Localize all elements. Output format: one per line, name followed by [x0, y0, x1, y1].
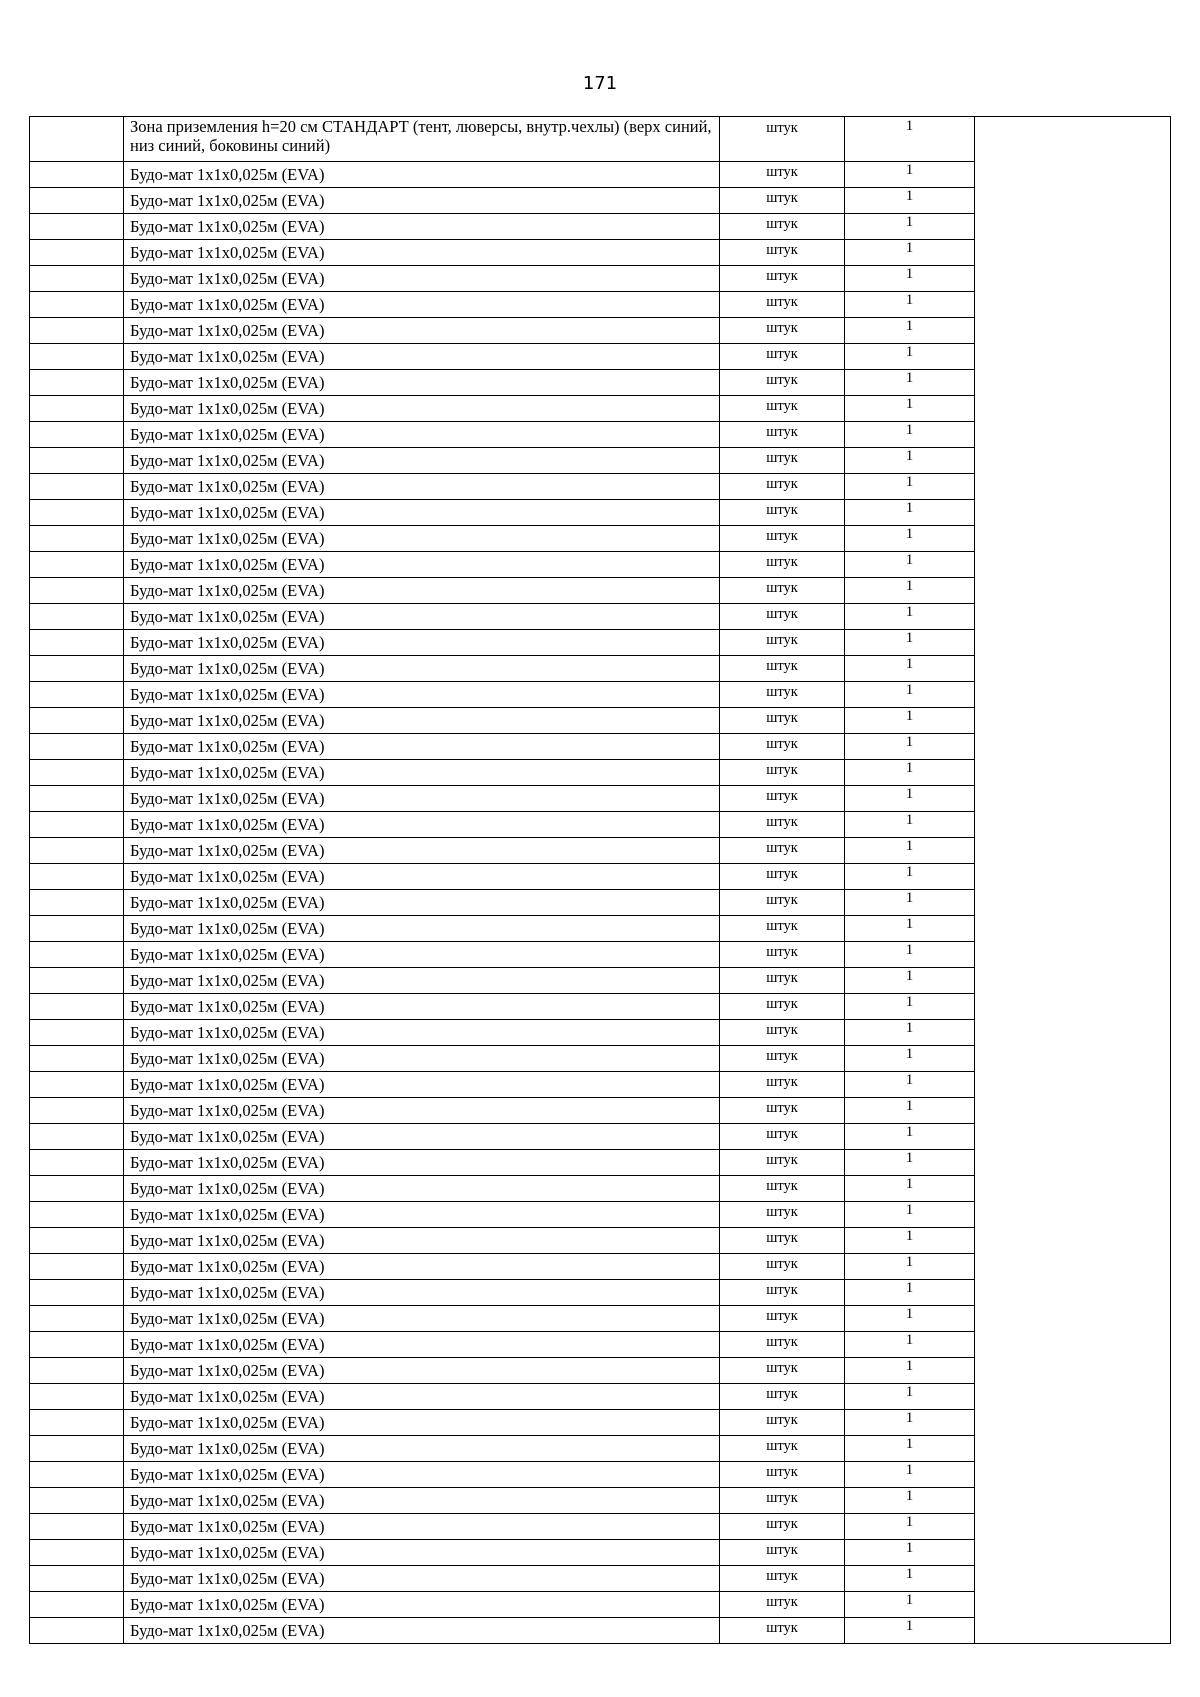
quantity-cell: 1: [845, 760, 975, 786]
row-number-cell: [30, 1514, 124, 1540]
unit-cell: штук: [720, 162, 845, 188]
row-number-cell: [30, 1150, 124, 1176]
quantity-cell: 1: [845, 1384, 975, 1410]
quantity-cell: 1: [845, 656, 975, 682]
item-name-cell: Будо-мат 1х1х0,025м (EVA): [124, 786, 720, 812]
quantity-cell: 1: [845, 370, 975, 396]
row-number-cell: [30, 266, 124, 292]
row-number-cell: [30, 214, 124, 240]
unit-cell: штук: [720, 630, 845, 656]
row-number-cell: [30, 1176, 124, 1202]
unit-cell: штук: [720, 1358, 845, 1384]
row-number-cell: [30, 1280, 124, 1306]
quantity-cell: 1: [845, 1358, 975, 1384]
row-number-cell: [30, 760, 124, 786]
item-name-cell: Будо-мат 1х1х0,025м (EVA): [124, 240, 720, 266]
quantity-cell: 1: [845, 1124, 975, 1150]
specification-table: [29, 116, 1171, 1644]
item-name-cell: Будо-мат 1х1х0,025м (EVA): [124, 474, 720, 500]
quantity-cell: 1: [845, 916, 975, 942]
unit-cell: штук: [720, 266, 845, 292]
row-number-cell: [30, 1020, 124, 1046]
row-number-cell: [30, 1202, 124, 1228]
quantity-cell: 1: [845, 448, 975, 474]
unit-cell: штук: [720, 344, 845, 370]
unit-cell: штук: [720, 552, 845, 578]
row-number-cell: [30, 1072, 124, 1098]
unit-cell: штук: [720, 1306, 845, 1332]
item-name-cell: Будо-мат 1х1х0,025м (EVA): [124, 370, 720, 396]
unit-cell: штук: [720, 734, 845, 760]
quantity-cell: 1: [845, 292, 975, 318]
item-name-cell: Будо-мат 1х1х0,025м (EVA): [124, 1618, 720, 1644]
unit-cell: штук: [720, 1592, 845, 1618]
unit-cell: штук: [720, 474, 845, 500]
item-name-cell: Будо-мат 1х1х0,025м (EVA): [124, 1020, 720, 1046]
quantity-cell: 1: [845, 1410, 975, 1436]
item-name-cell: Зона приземления h=20 см СТАНДАРТ (тент, люверсы, внутр.чехлы) (верх синий, низ синий, боковины синий): [124, 117, 720, 162]
unit-cell: штук: [720, 1228, 845, 1254]
item-name-cell: Будо-мат 1х1х0,025м (EVA): [124, 604, 720, 630]
unit-cell: штук: [720, 318, 845, 344]
item-name-cell: Будо-мат 1х1х0,025м (EVA): [124, 526, 720, 552]
unit-cell: штук: [720, 240, 845, 266]
quantity-cell: 1: [845, 838, 975, 864]
unit-cell: штук: [720, 994, 845, 1020]
row-number-cell: [30, 838, 124, 864]
row-number-cell: [30, 812, 124, 838]
unit-cell: штук: [720, 890, 845, 916]
item-name-cell: Будо-мат 1х1х0,025м (EVA): [124, 812, 720, 838]
quantity-cell: 1: [845, 1046, 975, 1072]
table-row-landing-zone: [30, 117, 1171, 162]
quantity-cell: 1: [845, 396, 975, 422]
quantity-cell: 1: [845, 1540, 975, 1566]
item-name-cell: Будо-мат 1х1х0,025м (EVA): [124, 1202, 720, 1228]
row-number-cell: [30, 916, 124, 942]
item-name-cell: Будо-мат 1х1х0,025м (EVA): [124, 838, 720, 864]
quantity-cell: 1: [845, 1072, 975, 1098]
unit-cell: штук: [720, 370, 845, 396]
quantity-cell: 1: [845, 1098, 975, 1124]
item-name-cell: Будо-мат 1х1х0,025м (EVA): [124, 994, 720, 1020]
item-name-cell: Будо-мат 1х1х0,025м (EVA): [124, 864, 720, 890]
row-number-cell: [30, 1124, 124, 1150]
unit-cell: штук: [720, 1540, 845, 1566]
unit-cell: штук: [720, 1254, 845, 1280]
row-number-cell: [30, 396, 124, 422]
item-name-cell: Будо-мат 1х1х0,025м (EVA): [124, 760, 720, 786]
item-name-cell: Будо-мат 1х1х0,025м (EVA): [124, 682, 720, 708]
row-number-cell: [30, 1592, 124, 1618]
row-number-cell: [30, 1384, 124, 1410]
quantity-cell: 1: [845, 786, 975, 812]
unit-cell: штук: [720, 578, 845, 604]
unit-cell: штук: [720, 1280, 845, 1306]
unit-cell: штук: [720, 942, 845, 968]
item-name-cell: Будо-мат 1х1х0,025м (EVA): [124, 968, 720, 994]
row-number-cell: [30, 1046, 124, 1072]
quantity-cell: 1: [845, 1202, 975, 1228]
unit-cell: штук: [720, 1436, 845, 1462]
unit-cell: штук: [720, 448, 845, 474]
quantity-cell: 1: [845, 734, 975, 760]
row-number-cell: [30, 1410, 124, 1436]
item-name-cell: Будо-мат 1х1х0,025м (EVA): [124, 1254, 720, 1280]
row-number-cell: [30, 1540, 124, 1566]
unit-cell: штук: [720, 1072, 845, 1098]
row-number-cell: [30, 890, 124, 916]
quantity-cell: 1: [845, 1488, 975, 1514]
unit-cell: штук: [720, 838, 845, 864]
item-name-cell: Будо-мат 1х1х0,025м (EVA): [124, 1540, 720, 1566]
quantity-cell: 1: [845, 117, 975, 162]
row-number-cell: [30, 994, 124, 1020]
quantity-cell: 1: [845, 1514, 975, 1540]
item-name-cell: Будо-мат 1х1х0,025м (EVA): [124, 1566, 720, 1592]
row-number-cell: [30, 526, 124, 552]
item-name-cell: Будо-мат 1х1х0,025м (EVA): [124, 942, 720, 968]
quantity-cell: 1: [845, 526, 975, 552]
unit-cell: штук: [720, 526, 845, 552]
item-name-cell: Будо-мат 1х1х0,025м (EVA): [124, 1488, 720, 1514]
quantity-cell: 1: [845, 214, 975, 240]
quantity-cell: 1: [845, 344, 975, 370]
row-number-cell: [30, 708, 124, 734]
item-name-cell: Будо-мат 1х1х0,025м (EVA): [124, 656, 720, 682]
item-name-cell: Будо-мат 1х1х0,025м (EVA): [124, 1332, 720, 1358]
row-number-cell: [30, 474, 124, 500]
quantity-cell: 1: [845, 1306, 975, 1332]
item-name-cell: Будо-мат 1х1х0,025м (EVA): [124, 188, 720, 214]
unit-cell: штук: [720, 214, 845, 240]
specification-table-body: [30, 117, 1171, 1644]
item-name-cell: Будо-мат 1х1х0,025м (EVA): [124, 916, 720, 942]
unit-cell: штук: [720, 1046, 845, 1072]
unit-cell: штук: [720, 1488, 845, 1514]
unit-cell: штук: [720, 1332, 845, 1358]
row-number-cell: [30, 942, 124, 968]
item-name-cell: Будо-мат 1х1х0,025м (EVA): [124, 552, 720, 578]
quantity-cell: 1: [845, 422, 975, 448]
unit-cell: штук: [720, 1514, 845, 1540]
quantity-cell: 1: [845, 864, 975, 890]
row-number-cell: [30, 604, 124, 630]
item-name-cell: Будо-мат 1х1х0,025м (EVA): [124, 500, 720, 526]
unit-cell: штук: [720, 708, 845, 734]
quantity-cell: 1: [845, 630, 975, 656]
unit-cell: штук: [720, 117, 845, 162]
unit-cell: штук: [720, 422, 845, 448]
quantity-cell: 1: [845, 1254, 975, 1280]
item-name-cell: Будо-мат 1х1х0,025м (EVA): [124, 318, 720, 344]
quantity-cell: 1: [845, 1228, 975, 1254]
item-name-cell: Будо-мат 1х1х0,025м (EVA): [124, 214, 720, 240]
item-name-cell: Будо-мат 1х1х0,025м (EVA): [124, 266, 720, 292]
row-number-cell: [30, 578, 124, 604]
quantity-cell: 1: [845, 1176, 975, 1202]
row-number-cell: [30, 240, 124, 266]
unit-cell: штук: [720, 604, 845, 630]
unit-cell: штук: [720, 1150, 845, 1176]
item-name-cell: Будо-мат 1х1х0,025м (EVA): [124, 292, 720, 318]
unit-cell: штук: [720, 916, 845, 942]
quantity-cell: 1: [845, 1280, 975, 1306]
item-name-cell: Будо-мат 1х1х0,025м (EVA): [124, 1436, 720, 1462]
row-number-cell: [30, 1228, 124, 1254]
quantity-cell: 1: [845, 812, 975, 838]
row-number-cell: [30, 1618, 124, 1644]
row-number-cell: [30, 552, 124, 578]
quantity-cell: 1: [845, 890, 975, 916]
unit-cell: штук: [720, 656, 845, 682]
quantity-cell: 1: [845, 994, 975, 1020]
row-number-cell: [30, 448, 124, 474]
quantity-cell: 1: [845, 188, 975, 214]
row-number-cell: [30, 344, 124, 370]
unit-cell: штук: [720, 968, 845, 994]
unit-cell: штук: [720, 786, 845, 812]
item-name-cell: Будо-мат 1х1х0,025м (EVA): [124, 1306, 720, 1332]
unit-cell: штук: [720, 1384, 845, 1410]
row-number-cell: [30, 1488, 124, 1514]
item-name-cell: Будо-мат 1х1х0,025м (EVA): [124, 1280, 720, 1306]
note-cell: [975, 117, 1171, 1644]
quantity-cell: 1: [845, 1020, 975, 1046]
row-number-cell: [30, 1332, 124, 1358]
unit-cell: штук: [720, 292, 845, 318]
quantity-cell: 1: [845, 1436, 975, 1462]
item-name-cell: Будо-мат 1х1х0,025м (EVA): [124, 1124, 720, 1150]
unit-cell: штук: [720, 1202, 845, 1228]
unit-cell: штук: [720, 1124, 845, 1150]
quantity-cell: 1: [845, 240, 975, 266]
item-name-cell: Будо-мат 1х1х0,025м (EVA): [124, 162, 720, 188]
quantity-cell: 1: [845, 474, 975, 500]
quantity-cell: 1: [845, 318, 975, 344]
item-name-cell: Будо-мат 1х1х0,025м (EVA): [124, 1462, 720, 1488]
item-name-cell: Будо-мат 1х1х0,025м (EVA): [124, 1592, 720, 1618]
row-number-cell: [30, 864, 124, 890]
row-number-cell: [30, 422, 124, 448]
row-number-cell: [30, 1098, 124, 1124]
unit-cell: штук: [720, 682, 845, 708]
row-number-cell: [30, 370, 124, 396]
item-name-cell: Будо-мат 1х1х0,025м (EVA): [124, 1410, 720, 1436]
unit-cell: штук: [720, 1176, 845, 1202]
item-name-cell: Будо-мат 1х1х0,025м (EVA): [124, 1098, 720, 1124]
item-name-cell: Будо-мат 1х1х0,025м (EVA): [124, 734, 720, 760]
unit-cell: штук: [720, 864, 845, 890]
row-number-cell: [30, 786, 124, 812]
row-number-cell: [30, 292, 124, 318]
row-number-cell: [30, 162, 124, 188]
quantity-cell: 1: [845, 1566, 975, 1592]
item-name-cell: Будо-мат 1х1х0,025м (EVA): [124, 890, 720, 916]
row-number-cell: [30, 1436, 124, 1462]
quantity-cell: 1: [845, 1150, 975, 1176]
quantity-cell: 1: [845, 500, 975, 526]
page-number: 171: [582, 73, 618, 94]
quantity-cell: 1: [845, 162, 975, 188]
row-number-cell: [30, 734, 124, 760]
row-number-cell: [30, 1566, 124, 1592]
unit-cell: штук: [720, 1020, 845, 1046]
unit-cell: штук: [720, 1410, 845, 1436]
item-name-cell: Будо-мат 1х1х0,025м (EVA): [124, 1176, 720, 1202]
quantity-cell: 1: [845, 968, 975, 994]
quantity-cell: 1: [845, 1618, 975, 1644]
row-number-cell: [30, 682, 124, 708]
unit-cell: штук: [720, 1566, 845, 1592]
quantity-cell: 1: [845, 1592, 975, 1618]
item-name-cell: Будо-мат 1х1х0,025м (EVA): [124, 1072, 720, 1098]
item-name-cell: Будо-мат 1х1х0,025м (EVA): [124, 1384, 720, 1410]
unit-cell: штук: [720, 396, 845, 422]
item-name-cell: Будо-мат 1х1х0,025м (EVA): [124, 422, 720, 448]
item-name-cell: Будо-мат 1х1х0,025м (EVA): [124, 1358, 720, 1384]
unit-cell: штук: [720, 812, 845, 838]
unit-cell: штук: [720, 188, 845, 214]
item-name-cell: Будо-мат 1х1х0,025м (EVA): [124, 630, 720, 656]
row-number-cell: [30, 500, 124, 526]
item-name-cell: Будо-мат 1х1х0,025м (EVA): [124, 396, 720, 422]
unit-cell: штук: [720, 1462, 845, 1488]
unit-cell: штук: [720, 760, 845, 786]
quantity-cell: 1: [845, 604, 975, 630]
unit-cell: штук: [720, 1098, 845, 1124]
quantity-cell: 1: [845, 578, 975, 604]
quantity-cell: 1: [845, 266, 975, 292]
row-number-cell: [30, 188, 124, 214]
item-name-cell: Будо-мат 1х1х0,025м (EVA): [124, 1046, 720, 1072]
row-number-cell: [30, 318, 124, 344]
row-number-cell: [30, 656, 124, 682]
item-name-cell: Будо-мат 1х1х0,025м (EVA): [124, 344, 720, 370]
item-name-cell: Будо-мат 1х1х0,025м (EVA): [124, 708, 720, 734]
item-name-cell: Будо-мат 1х1х0,025м (EVA): [124, 1228, 720, 1254]
item-name-cell: Будо-мат 1х1х0,025м (EVA): [124, 1514, 720, 1540]
quantity-cell: 1: [845, 1462, 975, 1488]
row-number-cell: [30, 1462, 124, 1488]
unit-cell: штук: [720, 500, 845, 526]
item-name-cell: Будо-мат 1х1х0,025м (EVA): [124, 1150, 720, 1176]
item-name-cell: Будо-мат 1х1х0,025м (EVA): [124, 578, 720, 604]
quantity-cell: 1: [845, 552, 975, 578]
item-name-cell: Будо-мат 1х1х0,025м (EVA): [124, 448, 720, 474]
row-number-cell: [30, 1254, 124, 1280]
row-number-cell: [30, 1358, 124, 1384]
quantity-cell: 1: [845, 1332, 975, 1358]
quantity-cell: 1: [845, 708, 975, 734]
row-number-cell: [30, 1306, 124, 1332]
quantity-cell: 1: [845, 942, 975, 968]
unit-cell: штук: [720, 1618, 845, 1644]
row-number-cell: [30, 968, 124, 994]
quantity-cell: 1: [845, 682, 975, 708]
row-number-cell: [30, 117, 124, 162]
row-number-cell: [30, 630, 124, 656]
